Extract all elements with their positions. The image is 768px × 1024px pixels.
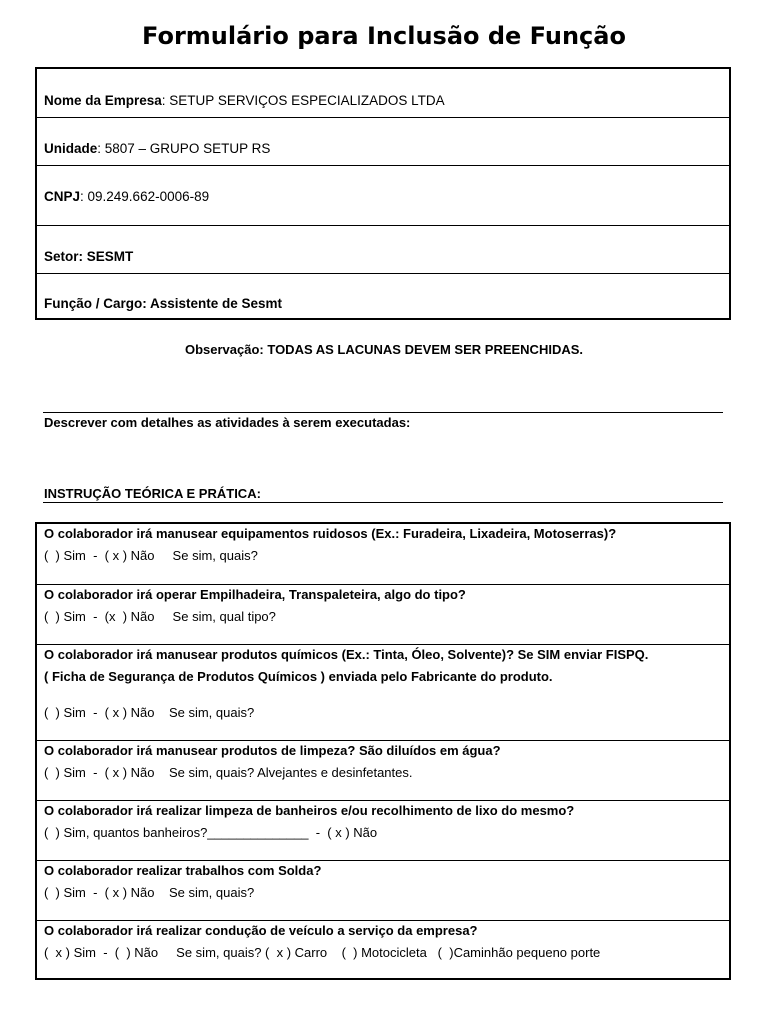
question-text: O colaborador realizar trabalhos com Solda? xyxy=(44,863,322,878)
question-row xyxy=(37,524,729,584)
unit-row xyxy=(37,117,729,165)
cnpj-row xyxy=(37,165,729,225)
question-row xyxy=(37,584,729,644)
question-text: O colaborador irá manusear equipamentos ruidosos (Ex.: Furadeira, Lixadeira, Motoserras)? xyxy=(44,526,617,541)
answer-text: ( ) Sim - ( x ) Não Se sim, quais? Alvejantes e desinfetantes. xyxy=(44,765,413,780)
unit-label: Unidade xyxy=(44,141,98,156)
function-text: Função / Cargo: Assistente de Sesmt xyxy=(44,296,283,311)
answer-text: ( ) Sim - (x ) Não Se sim, qual tipo? xyxy=(44,609,276,624)
form-title: Formulário para Inclusão de Função xyxy=(142,22,626,50)
observation-note: Observação: TODAS AS LACUNAS DEVEM SER PREENCHIDAS. xyxy=(184,342,584,357)
question-row xyxy=(37,644,729,740)
unit-value: : 5807 – GRUPO SETUP RS xyxy=(97,141,271,156)
answer-text: ( x ) Sim - ( ) Não Se sim, quais? ( x ) Carro ( ) Motocicleta ( )Caminhão pequeno porte xyxy=(44,945,601,960)
answer-text: ( ) Sim - ( x ) Não Se sim, quais? xyxy=(44,705,255,720)
company-name-text xyxy=(44,93,445,108)
cnpj-value: : 09.249.662-0006-89 xyxy=(80,189,210,204)
sector-row xyxy=(37,225,729,273)
answer-text: ( ) Sim, quantos banheiros?______________ - ( x ) Não xyxy=(44,825,378,840)
instruction-underline xyxy=(43,502,723,503)
function-row xyxy=(37,273,729,320)
instruction-heading: INSTRUÇÃO TEÓRICA E PRÁTICA: xyxy=(44,486,261,501)
company-info-table xyxy=(35,67,731,320)
unit-text xyxy=(44,141,270,156)
question-text: O colaborador irá realizar condução de veículo a serviço da empresa? xyxy=(44,923,478,938)
answer-text: ( ) Sim - ( x ) Não Se sim, quais? xyxy=(44,885,255,900)
question-row xyxy=(37,740,729,800)
describe-activities-label: Descrever com detalhes as atividades à serem executadas: xyxy=(44,415,411,430)
question-row xyxy=(37,920,729,978)
sector-text: Setor: SESMT xyxy=(44,249,134,264)
divider-line xyxy=(43,412,723,413)
cnpj-label: CNPJ xyxy=(44,189,81,204)
company-name-label: Nome da Empresa xyxy=(44,93,162,108)
questions-table xyxy=(35,522,731,980)
question-text-continuation: ( Ficha de Segurança de Produtos Químicos ) enviada pelo Fabricante do produto. xyxy=(44,669,553,684)
cnpj-text xyxy=(44,189,209,204)
question-text: O colaborador irá realizar limpeza de banheiros e/ou recolhimento de lixo do mesmo? xyxy=(44,803,575,818)
answer-text: ( ) Sim - ( x ) Não Se sim, quais? xyxy=(44,548,258,563)
company-name-value: : SETUP SERVIÇOS ESPECIALIZADOS LTDA xyxy=(161,93,445,108)
question-text: O colaborador irá manusear produtos químicos (Ex.: Tinta, Óleo, Solvente)? Se SIM enviar FISPQ. xyxy=(44,647,649,662)
question-row xyxy=(37,860,729,920)
question-row xyxy=(37,800,729,860)
question-text: O colaborador irá manusear produtos de limpeza? São diluídos em água? xyxy=(44,743,501,758)
question-text: O colaborador irá operar Empilhadeira, Transpaleteira, algo do tipo? xyxy=(44,587,466,602)
company-name-row xyxy=(37,69,729,117)
